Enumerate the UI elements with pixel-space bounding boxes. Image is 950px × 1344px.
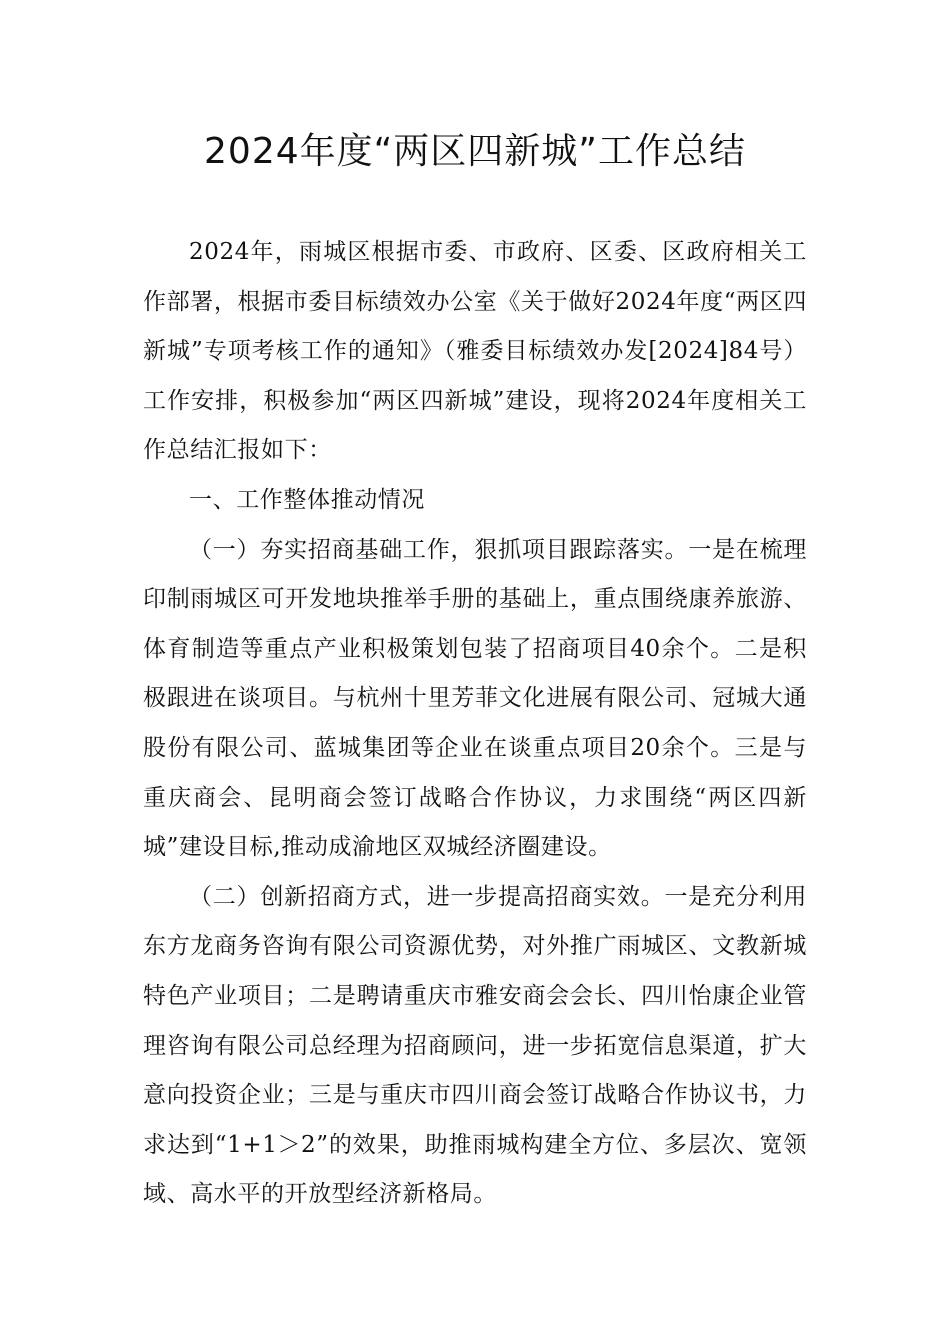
subsection-paragraph-2: （二）创新招商方式，进一步提高招商实效。一是充分利用东方龙商务咨询有限公司资源优势，对外推广雨城区、文教新城特色产业项目；二是聘请重庆市雅安商会会长、四川怡康企业管理咨询有限公司总经理为招商顾问，进一步拓宽信息渠道，扩大意向投资企业；三是与重庆市四川商会签订战略合作协议书，力求达到“1+1＞2”的效果，助推雨城构建全方位、多层次、宽领域、高水平的开放型经济新格局。	[143, 883, 807, 1208]
subsection-paragraph-1: （一）夯实招商基础工作，狠抓项目跟踪落实。一是在梳理印制雨城区可开发地块推举手册的基础上，重点围绕康养旅游、体育制造等重点产业积极策划包装了招商项目40余个。二是积极跟进在谈项目。与杭州十里芳菲文化进展有限公司、冠城大通股份有限公司、蓝城集团等企业在谈重点项目20余个。三是与重庆商会、昆明商会签订战略合作协议，力求围绕“两区四新城”建设目标,推动成渝地区双城经济圈建设。	[143, 536, 807, 861]
document-body	[143, 228, 807, 1220]
intro-paragraph: 2024年，雨城区根据市委、市政府、区委、区政府相关工作部署，根据市委目标绩效办公室《关于做好2024年度“两区四新城”专项考核工作的通知》（雅委目标绩效办发[2024]84号）工作安排，积极参加“两区四新城”建设，现将2024年度相关工作总结汇报如下：	[143, 239, 807, 464]
section-heading-1: 一、工作整体推动情况	[189, 486, 425, 513]
document-title: 2024年度“两区四新城”工作总结	[204, 131, 746, 172]
